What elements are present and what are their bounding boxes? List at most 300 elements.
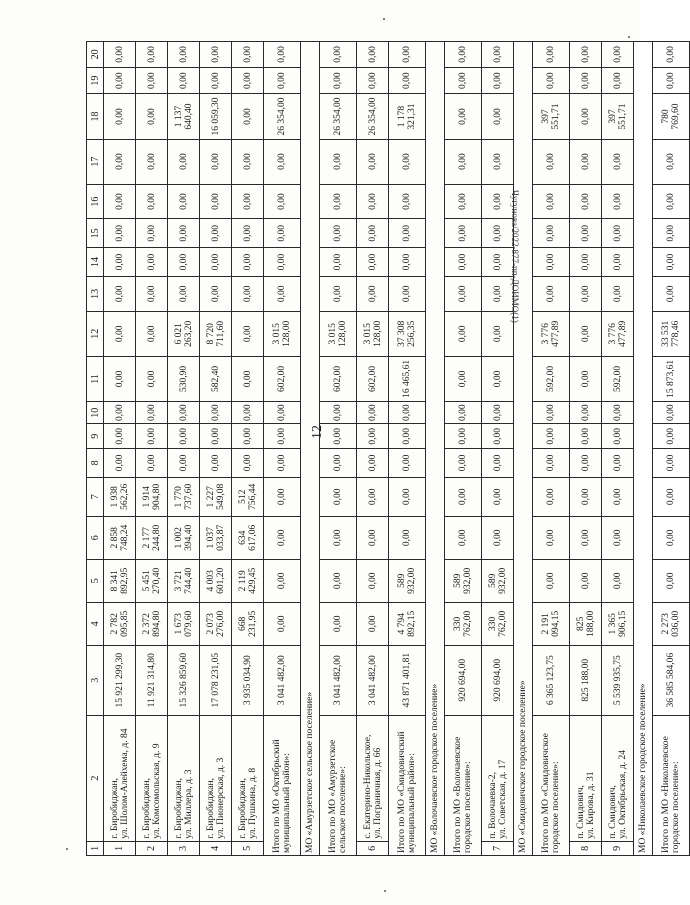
- value-cell: 0,00: [653, 219, 690, 248]
- value-cell: 602,00: [320, 356, 357, 401]
- value-cell: 0,00: [570, 401, 602, 424]
- value-cell: 4 003 601,20: [200, 559, 232, 602]
- value-cell: 33 531 778,46: [653, 311, 690, 356]
- value-cell: 0,00: [320, 139, 357, 184]
- value-cell: 920 694,00: [445, 645, 482, 715]
- value-cell: 0,00: [389, 449, 426, 478]
- value-cell: 0,00: [104, 139, 136, 184]
- header-cell: 11: [87, 356, 104, 401]
- table-row: [232, 42, 264, 856]
- value-cell: 15 326 859,60: [168, 645, 200, 715]
- value-cell: 0,00: [482, 42, 514, 68]
- value-cell: 589 932,00: [389, 559, 426, 602]
- value-cell: 2 177 244,80: [136, 516, 168, 559]
- value-cell: 0,00: [232, 94, 264, 139]
- value-cell: 0,00: [136, 276, 168, 311]
- value-cell: 0,00: [602, 449, 634, 478]
- value-cell: 0,00: [445, 139, 482, 184]
- header-cell: 18: [87, 94, 104, 139]
- value-cell: 0,00: [653, 276, 690, 311]
- value-cell: 0,00: [570, 311, 602, 356]
- value-cell: 0,00: [445, 248, 482, 277]
- value-cell: 0,00: [357, 477, 389, 516]
- value-cell: 0,00: [136, 139, 168, 184]
- value-cell: 3 041 482,00: [320, 645, 357, 715]
- value-cell: 0,00: [653, 424, 690, 449]
- value-cell: 0,00: [445, 356, 482, 401]
- row-number: 5: [232, 841, 264, 855]
- total-label: Итого по МО «Смидовичский муниципальный район»:: [389, 715, 426, 855]
- value-cell: 0,00: [445, 42, 482, 68]
- header-cell: 16: [87, 184, 104, 219]
- row-number: 7: [482, 841, 514, 855]
- value-cell: 0,00: [602, 139, 634, 184]
- value-cell: 0,00: [136, 401, 168, 424]
- address-cell: г. Биробиджан, ул. Пушкина, д. 8: [232, 715, 264, 841]
- value-cell: 0,00: [168, 401, 200, 424]
- header-cell: 17: [87, 139, 104, 184]
- address-cell: г. Биробиджан, ул. Пионерская, д. 3: [200, 715, 232, 841]
- value-cell: 0,00: [570, 516, 602, 559]
- value-cell: 0,00: [357, 139, 389, 184]
- header-cell: 2: [87, 715, 104, 841]
- value-cell: 0,00: [570, 356, 602, 401]
- value-cell: 16 465,61: [389, 356, 426, 401]
- value-cell: 0,00: [482, 311, 514, 356]
- value-cell: 0,00: [602, 424, 634, 449]
- row-number: 8: [570, 841, 602, 855]
- value-cell: 0,00: [570, 477, 602, 516]
- value-cell: 0,00: [570, 94, 602, 139]
- value-cell: 0,00: [482, 449, 514, 478]
- value-cell: 0,00: [136, 42, 168, 68]
- value-cell: 0,00: [533, 477, 570, 516]
- table-body: [87, 42, 690, 856]
- value-cell: 0,00: [482, 477, 514, 516]
- total-label: Итого по МО «Волочаевское городское поселение»:: [445, 715, 482, 855]
- value-cell: 0,00: [602, 516, 634, 559]
- value-cell: 0,00: [320, 477, 357, 516]
- value-cell: 0,00: [602, 248, 634, 277]
- header-cell: 15: [87, 219, 104, 248]
- value-cell: 0,00: [232, 219, 264, 248]
- value-cell: 0,00: [357, 184, 389, 219]
- value-cell: 0,00: [168, 67, 200, 94]
- value-cell: 0,00: [104, 184, 136, 219]
- scan-speck: [384, 890, 386, 892]
- value-cell: 0,00: [264, 401, 301, 424]
- value-cell: 0,00: [232, 311, 264, 356]
- value-cell: 0,00: [104, 311, 136, 356]
- value-cell: 36 585 584,06: [653, 645, 690, 715]
- value-cell: 0,00: [389, 42, 426, 68]
- value-cell: 0,00: [264, 477, 301, 516]
- value-cell: 0,00: [533, 248, 570, 277]
- value-cell: 1 673 079,60: [168, 602, 200, 645]
- value-cell: 2 782 095,85: [104, 602, 136, 645]
- value-cell: 26 354,00: [264, 94, 301, 139]
- value-cell: 0,00: [104, 401, 136, 424]
- address-cell: с. Екатерино-Никольское, ул. Пограничная, д. 66: [357, 715, 389, 841]
- value-cell: 0,00: [533, 401, 570, 424]
- scan-speck: [383, 18, 385, 20]
- value-cell: 0,00: [104, 424, 136, 449]
- value-cell: 3 041 482,00: [264, 645, 301, 715]
- value-cell: 0,00: [200, 276, 232, 311]
- value-cell: 0,00: [200, 184, 232, 219]
- section-row: [634, 42, 653, 856]
- row-number: 1: [104, 841, 136, 855]
- value-cell: 0,00: [264, 42, 301, 68]
- value-cell: 0,00: [357, 559, 389, 602]
- value-cell: 0,00: [389, 248, 426, 277]
- value-cell: 3 935 034,90: [232, 645, 264, 715]
- value-cell: 0,00: [320, 276, 357, 311]
- value-cell: 0,00: [533, 42, 570, 68]
- value-cell: 0,00: [357, 449, 389, 478]
- value-cell: 0,00: [232, 42, 264, 68]
- value-cell: 2 191 094,15: [533, 602, 570, 645]
- value-cell: 0,00: [357, 67, 389, 94]
- header-cell: 3: [87, 645, 104, 715]
- value-cell: 330 762,00: [482, 602, 514, 645]
- value-cell: 0,00: [482, 356, 514, 401]
- value-cell: 0,00: [570, 248, 602, 277]
- value-cell: 15 921 299,30: [104, 645, 136, 715]
- value-cell: 0,00: [104, 219, 136, 248]
- page-number: 12: [310, 425, 325, 439]
- value-cell: 2 858 748,24: [104, 516, 136, 559]
- value-cell: 0,00: [482, 184, 514, 219]
- header-cell: 7: [87, 477, 104, 516]
- value-cell: 0,00: [445, 67, 482, 94]
- value-cell: 0,00: [104, 42, 136, 68]
- value-cell: 6 365 123,75: [533, 645, 570, 715]
- value-cell: 0,00: [570, 42, 602, 68]
- value-cell: 0,00: [602, 219, 634, 248]
- value-cell: 0,00: [357, 602, 389, 645]
- value-cell: 0,00: [570, 67, 602, 94]
- value-cell: 0,00: [357, 248, 389, 277]
- value-cell: 0,00: [320, 401, 357, 424]
- value-cell: 0,00: [445, 477, 482, 516]
- value-cell: 0,00: [232, 184, 264, 219]
- value-cell: 0,00: [104, 94, 136, 139]
- value-cell: 0,00: [653, 559, 690, 602]
- value-cell: 1 227 549,08: [200, 477, 232, 516]
- value-cell: 2 073 276,00: [200, 602, 232, 645]
- value-cell: 0,00: [482, 94, 514, 139]
- value-cell: 0,00: [232, 248, 264, 277]
- value-cell: 1 178 321,31: [389, 94, 426, 139]
- header-cell: 6: [87, 516, 104, 559]
- value-cell: 397 551,71: [533, 94, 570, 139]
- value-cell: 0,00: [570, 139, 602, 184]
- value-cell: 0,00: [200, 248, 232, 277]
- value-cell: 0,00: [602, 184, 634, 219]
- value-cell: 0,00: [602, 477, 634, 516]
- value-cell: 0,00: [653, 67, 690, 94]
- value-cell: 8 341 892,95: [104, 559, 136, 602]
- value-cell: 1 002 394,40: [168, 516, 200, 559]
- value-cell: 592,00: [533, 356, 570, 401]
- value-cell: 0,00: [570, 424, 602, 449]
- value-cell: 0,00: [136, 311, 168, 356]
- address-cell: г. Биробиджан, ул. Комсомольская, д. 9: [136, 715, 168, 841]
- value-cell: 26 354,00: [320, 94, 357, 139]
- value-cell: 0,00: [357, 424, 389, 449]
- value-cell: 0,00: [200, 219, 232, 248]
- section-label: МО «Николаевское городское поселение»: [634, 42, 653, 856]
- header-cell: 12: [87, 311, 104, 356]
- value-cell: 0,00: [602, 276, 634, 311]
- table-row: [200, 42, 232, 856]
- table-row: [104, 42, 136, 856]
- header-cell: 4: [87, 602, 104, 645]
- total-label: Итого по МО «Амурзетское сельское поселение»:: [320, 715, 357, 855]
- value-cell: 5 451 270,40: [136, 559, 168, 602]
- row-number: 6: [357, 841, 389, 855]
- section-label: МО «Амурзетское сельское поселение»: [301, 42, 320, 856]
- value-cell: 602,00: [357, 356, 389, 401]
- value-cell: 16 059,30: [200, 94, 232, 139]
- value-cell: 0,00: [232, 139, 264, 184]
- value-cell: 0,00: [320, 424, 357, 449]
- total-row: [445, 42, 482, 856]
- value-cell: 0,00: [200, 449, 232, 478]
- value-cell: 0,00: [136, 94, 168, 139]
- value-cell: 0,00: [653, 184, 690, 219]
- value-cell: 397 551,71: [602, 94, 634, 139]
- value-cell: 512 756,44: [232, 477, 264, 516]
- value-cell: 0,00: [445, 276, 482, 311]
- value-cell: 0,00: [533, 276, 570, 311]
- value-cell: 0,00: [357, 276, 389, 311]
- value-cell: 0,00: [445, 516, 482, 559]
- value-cell: 0,00: [445, 424, 482, 449]
- value-cell: 0,00: [232, 356, 264, 401]
- total-row: [533, 42, 570, 856]
- value-cell: 0,00: [653, 516, 690, 559]
- value-cell: 0,00: [320, 248, 357, 277]
- value-cell: 0,00: [264, 184, 301, 219]
- value-cell: 0,00: [389, 516, 426, 559]
- value-cell: 0,00: [168, 424, 200, 449]
- total-label: Итого по МО «Октябрьский муниципальный район»:: [264, 715, 301, 855]
- value-cell: 0,00: [232, 67, 264, 94]
- value-cell: 825 188,00: [570, 645, 602, 715]
- table-row: [168, 42, 200, 856]
- header-cell: 9: [87, 424, 104, 449]
- total-row: [264, 42, 301, 856]
- value-cell: 0,00: [357, 219, 389, 248]
- value-cell: 0,00: [482, 424, 514, 449]
- scan-speck: [628, 36, 630, 38]
- value-cell: 0,00: [104, 356, 136, 401]
- value-cell: 0,00: [136, 356, 168, 401]
- value-cell: 0,00: [570, 276, 602, 311]
- address-cell: п. Волочаевка-2, ул. Советская, д. 17: [482, 715, 514, 841]
- header-cell: 13: [87, 276, 104, 311]
- value-cell: 825 188,00: [570, 602, 602, 645]
- document-id: Чугунова/2022-877-пп-ДОИМО(1): [510, 190, 520, 323]
- address-cell: п. Смидович, ул. Октябрьская, д. 24: [602, 715, 634, 841]
- value-cell: 0,00: [602, 559, 634, 602]
- address-cell: г. Биробиджан, ул. Миллера, д. 3: [168, 715, 200, 841]
- value-cell: 0,00: [320, 559, 357, 602]
- section-row: [426, 42, 445, 856]
- value-cell: 0,00: [533, 139, 570, 184]
- value-cell: 0,00: [570, 449, 602, 478]
- value-cell: 0,00: [482, 139, 514, 184]
- total-label: Итого по МО «Смидовичское городское поселение»:: [533, 715, 570, 855]
- value-cell: 3 015 128,00: [357, 311, 389, 356]
- value-cell: 1 770 737,60: [168, 477, 200, 516]
- value-cell: 0,00: [136, 424, 168, 449]
- value-cell: 0,00: [533, 449, 570, 478]
- value-cell: 0,00: [653, 139, 690, 184]
- value-cell: 0,00: [482, 401, 514, 424]
- value-cell: 37 308 256,35: [389, 311, 426, 356]
- value-cell: 0,00: [320, 67, 357, 94]
- value-cell: 0,00: [389, 424, 426, 449]
- value-cell: 0,00: [653, 449, 690, 478]
- value-cell: 15 873,61: [653, 356, 690, 401]
- value-cell: 0,00: [445, 94, 482, 139]
- total-row: [320, 42, 357, 856]
- value-cell: 0,00: [445, 449, 482, 478]
- value-cell: 0,00: [264, 602, 301, 645]
- value-cell: 0,00: [264, 276, 301, 311]
- address-cell: п. Смидович, ул. Кирова, д. 31: [570, 715, 602, 841]
- value-cell: 1 938 562,26: [104, 477, 136, 516]
- row-number: 3: [168, 841, 200, 855]
- value-cell: 920 694,00: [482, 645, 514, 715]
- table-row: [136, 42, 168, 856]
- value-cell: 0,00: [136, 449, 168, 478]
- value-cell: 0,00: [264, 516, 301, 559]
- value-cell: 0,00: [445, 219, 482, 248]
- value-cell: 0,00: [264, 219, 301, 248]
- value-cell: 530,90: [168, 356, 200, 401]
- section-row: [301, 42, 320, 856]
- value-cell: 780 769,60: [653, 94, 690, 139]
- value-cell: 0,00: [445, 311, 482, 356]
- value-cell: 6 021 263,20: [168, 311, 200, 356]
- value-cell: 0,00: [200, 424, 232, 449]
- value-cell: 330 762,00: [445, 602, 482, 645]
- value-cell: 3 041 482,00: [357, 645, 389, 715]
- value-cell: 0,00: [104, 449, 136, 478]
- value-cell: 0,00: [357, 401, 389, 424]
- table-row: [357, 42, 389, 856]
- value-cell: 0,00: [482, 248, 514, 277]
- value-cell: 0,00: [168, 248, 200, 277]
- value-cell: 0,00: [104, 67, 136, 94]
- header-cell: 14: [87, 248, 104, 277]
- value-cell: 0,00: [232, 449, 264, 478]
- value-cell: 1 137 640,40: [168, 94, 200, 139]
- header-cell: 5: [87, 559, 104, 602]
- value-cell: 0,00: [136, 248, 168, 277]
- value-cell: 17 078 231,05: [200, 645, 232, 715]
- value-cell: 0,00: [533, 516, 570, 559]
- value-cell: 0,00: [168, 42, 200, 68]
- value-cell: 0,00: [445, 401, 482, 424]
- header-cell: 1: [87, 841, 104, 855]
- total-row: [653, 42, 690, 856]
- value-cell: 0,00: [533, 424, 570, 449]
- value-cell: 0,00: [602, 67, 634, 94]
- total-row: [389, 42, 426, 856]
- value-cell: 5 539 935,75: [602, 645, 634, 715]
- value-cell: 0,00: [264, 424, 301, 449]
- value-cell: 0,00: [104, 248, 136, 277]
- header-cell: 19: [87, 67, 104, 94]
- value-cell: 0,00: [653, 477, 690, 516]
- value-cell: 0,00: [389, 401, 426, 424]
- value-cell: 0,00: [389, 219, 426, 248]
- value-cell: 0,00: [104, 276, 136, 311]
- value-cell: 0,00: [168, 184, 200, 219]
- value-cell: 0,00: [264, 248, 301, 277]
- value-cell: 0,00: [389, 184, 426, 219]
- value-cell: 3 721 744,40: [168, 559, 200, 602]
- value-cell: 0,00: [232, 424, 264, 449]
- value-cell: 0,00: [320, 602, 357, 645]
- value-cell: 1 365 906,15: [602, 602, 634, 645]
- value-cell: 0,00: [653, 401, 690, 424]
- value-cell: 0,00: [570, 184, 602, 219]
- table-row: [570, 42, 602, 856]
- total-label: Итого по МО «Николаевское городское поселение»:: [653, 715, 690, 855]
- value-cell: 0,00: [168, 219, 200, 248]
- value-cell: 0,00: [482, 219, 514, 248]
- value-cell: 634 617,06: [232, 516, 264, 559]
- value-cell: 589 932,00: [482, 559, 514, 602]
- value-cell: 43 871 401,81: [389, 645, 426, 715]
- capital-repair-table: [86, 41, 690, 856]
- address-cell: г. Биробиджан, ул. Шолом-Алейхема, д. 84: [104, 715, 136, 841]
- value-cell: 0,00: [136, 184, 168, 219]
- value-cell: 0,00: [570, 219, 602, 248]
- value-cell: 582,40: [200, 356, 232, 401]
- value-cell: 0,00: [320, 42, 357, 68]
- value-cell: 0,00: [168, 276, 200, 311]
- value-cell: 0,00: [264, 449, 301, 478]
- section-label: МО «Смидовичское городское поселение»: [514, 42, 533, 856]
- value-cell: 3 015 128,00: [320, 311, 357, 356]
- value-cell: 2 372 894,80: [136, 602, 168, 645]
- row-number: 4: [200, 841, 232, 855]
- value-cell: 0,00: [602, 401, 634, 424]
- value-cell: 0,00: [200, 42, 232, 68]
- value-cell: 0,00: [200, 401, 232, 424]
- header-row: [87, 42, 104, 856]
- value-cell: 0,00: [320, 184, 357, 219]
- value-cell: 0,00: [482, 67, 514, 94]
- value-cell: 0,00: [264, 67, 301, 94]
- value-cell: 668 231,95: [232, 602, 264, 645]
- value-cell: 3 015 128,00: [264, 311, 301, 356]
- value-cell: 0,00: [264, 139, 301, 184]
- header-cell: 20: [87, 42, 104, 68]
- value-cell: 0,00: [533, 67, 570, 94]
- value-cell: 602,00: [264, 356, 301, 401]
- value-cell: 0,00: [264, 559, 301, 602]
- value-cell: 3 776 477,89: [533, 311, 570, 356]
- row-number: 9: [602, 841, 634, 855]
